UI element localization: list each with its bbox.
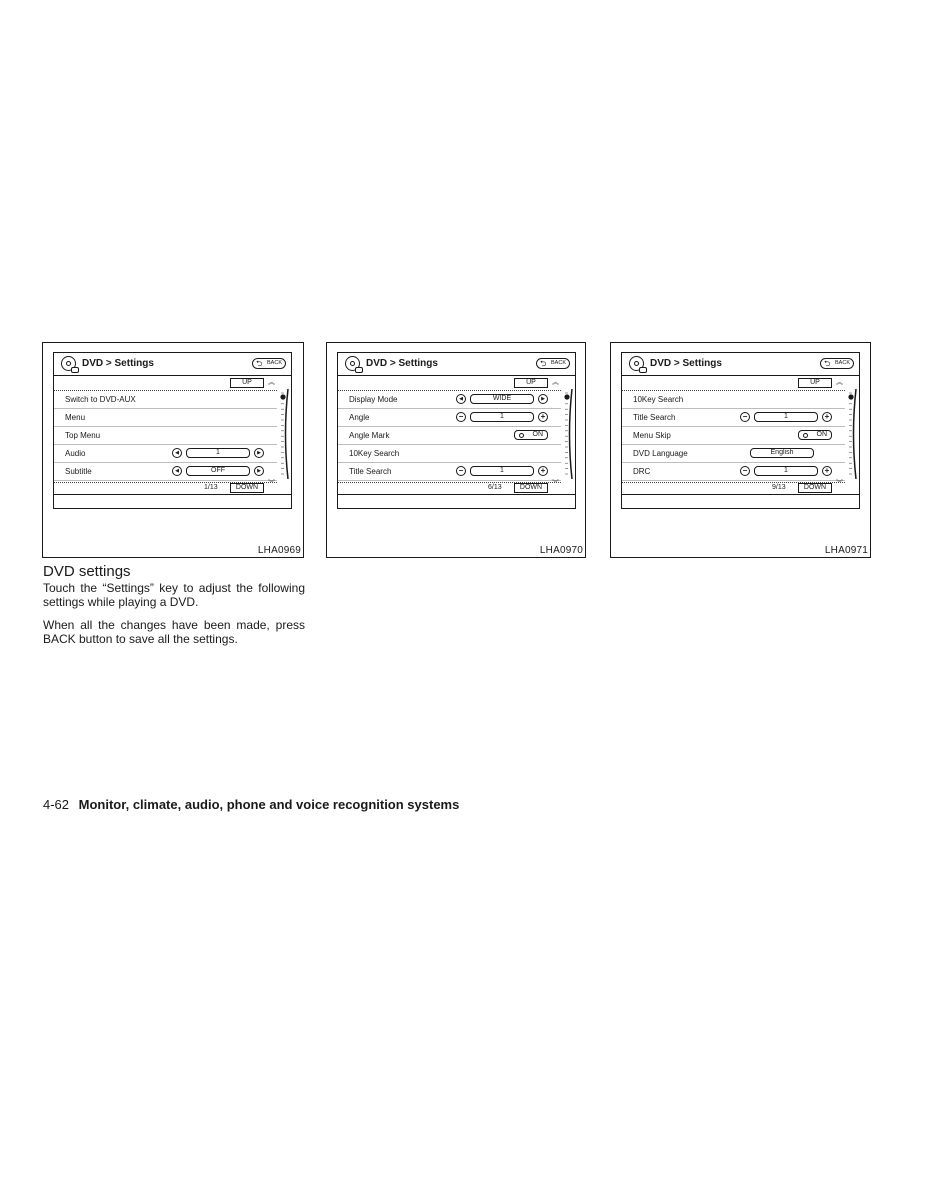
setting-value: 1 [470,466,534,476]
scrollbar-thumb[interactable] [848,394,853,399]
screen-header [622,353,859,376]
up-button[interactable]: UP [514,378,548,388]
page-count: 9/13 [772,484,786,491]
settings-row[interactable] [54,391,277,409]
settings-row[interactable] [622,409,845,427]
right-arrow-icon[interactable]: ▶ [254,466,264,476]
scroll-up-chevron-icon[interactable]: ︽ [268,379,275,386]
settings-screen [337,352,576,509]
screen-title: DVD > Settings [82,358,154,369]
figure-dvd-settings-page-9 [610,342,871,558]
right-arrow-icon[interactable]: ▶ [538,394,548,404]
settings-row[interactable] [622,391,845,409]
right-arrow-icon[interactable]: ▶ [254,448,264,458]
scroll-down-chevron-icon[interactable]: ︾ [836,480,843,487]
scroll-up-chevron-icon[interactable]: ︽ [552,379,559,386]
chapter-title: Monitor, climate, audio, phone and voice recognition systems [78,797,460,812]
back-arrow-icon: ⮌ [256,359,263,368]
setting-value: 1 [470,412,534,422]
settings-row[interactable] [338,391,561,409]
figure-dvd-settings-page-6 [326,342,586,558]
setting-value: 1 [754,466,818,476]
settings-row-label: Audio [65,449,86,458]
scroll-up-chevron-icon[interactable]: ︽ [836,379,843,386]
settings-row-label: Angle [349,413,370,422]
settings-screen [53,352,292,509]
settings-row-label: Display Mode [349,395,398,404]
paragraph: Touch the “Settings” key to adjust the following settings while playing a DVD. [43,581,305,609]
settings-row[interactable] [622,463,845,481]
down-button[interactable]: DOWN [230,483,264,493]
settings-row-label: 10Key Search [633,395,684,404]
minus-icon[interactable]: − [740,412,750,422]
scrollbar-graphic [564,389,573,479]
divider [338,494,575,495]
settings-row[interactable] [338,409,561,427]
figure-label: LHA0971 [824,545,868,556]
settings-row[interactable] [622,445,845,463]
toggle-switch[interactable] [514,430,548,440]
settings-row[interactable] [54,463,277,481]
settings-row-label: DVD Language [633,449,688,458]
scrollbar-thumb[interactable] [280,394,285,399]
settings-row-label: Menu [65,413,86,422]
toggle-value: ON [816,431,827,438]
minus-icon[interactable]: − [456,412,466,422]
back-label: BACK [835,360,850,366]
disc-icon [61,356,76,371]
plus-icon[interactable]: + [822,466,832,476]
scrollbar-rail [570,389,573,479]
toggle-value: ON [532,431,543,438]
disc-icon [345,356,360,371]
settings-row-label: DRC [633,467,651,476]
settings-row[interactable] [54,445,277,463]
scrollbar-graphic [848,389,857,479]
settings-row-label: Angle Mark [349,431,390,440]
up-button[interactable]: UP [798,378,832,388]
setting-value: 1 [754,412,818,422]
down-button[interactable]: DOWN [798,483,832,493]
back-button[interactable] [536,358,570,369]
screen-header [338,353,575,376]
figure-label: LHA0969 [257,545,301,556]
page-number: 4-62 [43,797,70,812]
page-count: 6/13 [488,484,502,491]
page-count: 1/13 [204,484,218,491]
down-button[interactable]: DOWN [514,483,548,493]
back-arrow-icon: ⮌ [824,359,831,368]
settings-row[interactable] [54,427,277,445]
language-select[interactable]: English [750,448,814,458]
toggle-indicator-icon [803,433,808,438]
back-label: BACK [267,360,282,366]
plus-icon[interactable]: + [538,466,548,476]
back-button[interactable] [252,358,286,369]
settings-screen [621,352,860,509]
screen-title: DVD > Settings [366,358,438,369]
setting-value: 1 [186,448,250,458]
scrollbar[interactable] [564,389,573,479]
minus-icon[interactable]: − [456,466,466,476]
left-arrow-icon[interactable]: ◀ [172,448,182,458]
settings-row-label: 10Key Search [349,449,400,458]
minus-icon[interactable]: − [740,466,750,476]
plus-icon[interactable]: + [822,412,832,422]
up-button[interactable]: UP [230,378,264,388]
settings-row[interactable] [338,427,561,445]
settings-row[interactable] [338,445,561,463]
toggle-indicator-icon [519,433,524,438]
left-arrow-icon[interactable]: ◀ [172,466,182,476]
scroll-down-chevron-icon[interactable]: ︾ [552,480,559,487]
figure-label: LHA0970 [539,545,583,556]
back-button[interactable] [820,358,854,369]
divider [622,494,859,495]
section-title: DVD settings [43,563,131,580]
page-footer [43,797,459,812]
left-arrow-icon[interactable]: ◀ [456,394,466,404]
settings-row-label: Top Menu [65,431,101,440]
settings-row[interactable] [338,463,561,481]
setting-value: OFF [186,466,250,476]
toggle-switch[interactable] [798,430,832,440]
plus-icon[interactable]: + [538,412,548,422]
setting-value: WIDE [470,394,534,404]
settings-row-label: Menu Skip [633,431,671,440]
back-arrow-icon: ⮌ [540,359,547,368]
scrollbar-graphic [280,389,289,479]
settings-row-label: Subtitle [65,467,92,476]
disc-icon [629,356,644,371]
scrollbar-rail [286,389,289,479]
scrollbar[interactable] [848,389,857,479]
scrollbar-thumb[interactable] [564,394,569,399]
screen-header [54,353,291,376]
paragraph: When all the changes have been made, press BACK button to save all the settings. [43,618,305,646]
screen-title: DVD > Settings [650,358,722,369]
settings-row-label: Title Search [633,413,676,422]
settings-row[interactable] [622,427,845,445]
settings-row[interactable] [54,409,277,427]
figure-dvd-settings-page-1 [42,342,304,558]
divider [54,494,291,495]
scrollbar[interactable] [280,389,289,479]
settings-row-label: Switch to DVD-AUX [65,395,136,404]
scrollbar-rail [854,389,857,479]
back-label: BACK [551,360,566,366]
settings-row-label: Title Search [349,467,392,476]
scroll-down-chevron-icon[interactable]: ︾ [268,480,275,487]
